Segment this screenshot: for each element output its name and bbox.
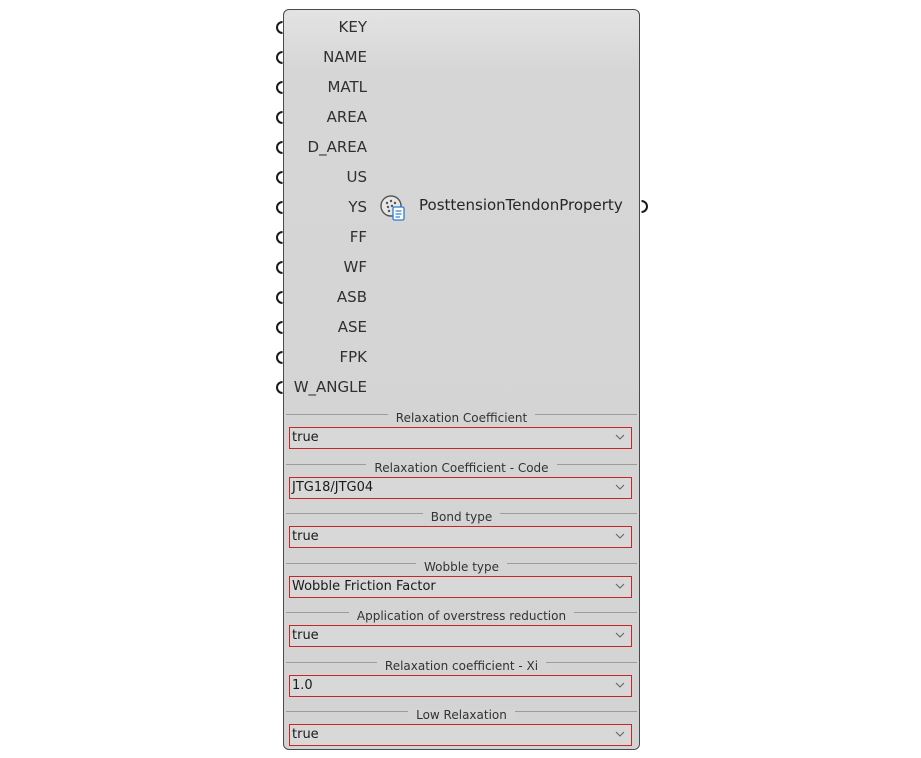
input-param-ff[interactable] bbox=[284, 222, 639, 252]
input-param-w-angle[interactable] bbox=[284, 372, 639, 402]
input-grip[interactable] bbox=[276, 231, 289, 244]
input-label: FPK bbox=[339, 348, 367, 366]
dropdown-value: true bbox=[292, 628, 319, 643]
section-title-text: Low Relaxation bbox=[408, 708, 515, 722]
chevron-down-icon bbox=[615, 680, 625, 690]
input-param-ase[interactable] bbox=[284, 312, 639, 342]
chevron-down-icon bbox=[615, 630, 625, 640]
input-grip[interactable] bbox=[276, 51, 289, 64]
relaxation-coefficient-code-section bbox=[284, 457, 639, 507]
dropdown-value: JTG18/JTG04 bbox=[292, 480, 374, 495]
input-param-name[interactable] bbox=[284, 42, 639, 72]
input-grip[interactable] bbox=[276, 351, 289, 364]
input-param-fpk[interactable] bbox=[284, 342, 639, 372]
dropdown-value: Wobble Friction Factor bbox=[292, 579, 436, 594]
input-label: KEY bbox=[338, 18, 367, 36]
input-label: MATL bbox=[327, 78, 367, 96]
input-param-key[interactable] bbox=[284, 12, 639, 42]
wobble-type-section bbox=[284, 556, 639, 606]
dropdown-value: true bbox=[292, 529, 319, 544]
input-label: D_AREA bbox=[307, 138, 367, 156]
tendon-component-icon bbox=[379, 194, 407, 222]
chevron-down-icon bbox=[615, 581, 625, 591]
wobble-type-dropdown[interactable] bbox=[289, 576, 632, 598]
input-grip[interactable] bbox=[276, 111, 289, 124]
relaxation-coefficient-dropdown[interactable] bbox=[289, 427, 632, 449]
relaxation-coefficient-xi-dropdown[interactable] bbox=[289, 675, 632, 697]
section-title-text: Bond type bbox=[423, 510, 500, 524]
relaxation-coefficient-section bbox=[284, 407, 639, 457]
input-label: ASB bbox=[336, 288, 367, 306]
relaxation-coefficient-code-dropdown[interactable] bbox=[289, 477, 632, 499]
input-label: ASE bbox=[337, 318, 367, 336]
input-grip[interactable] bbox=[276, 21, 289, 34]
input-grip[interactable] bbox=[276, 381, 289, 394]
relaxation-coefficient-xi-section bbox=[284, 655, 639, 705]
section-title bbox=[284, 605, 639, 623]
overstress-reduction-dropdown[interactable] bbox=[289, 625, 632, 647]
input-label: FF bbox=[349, 228, 367, 246]
bond-type-section bbox=[284, 506, 639, 556]
chevron-down-icon bbox=[615, 432, 625, 442]
output-label: PosttensionTendonProperty bbox=[419, 196, 623, 214]
input-param-matl[interactable] bbox=[284, 72, 639, 102]
section-title bbox=[284, 655, 639, 673]
bond-type-dropdown[interactable] bbox=[289, 526, 632, 548]
section-title-text: Wobble type bbox=[416, 560, 507, 574]
section-title-text: Relaxation Coefficient bbox=[388, 411, 535, 425]
section-title-text: Relaxation coefficient - Xi bbox=[377, 659, 546, 673]
posttension-tendon-component[interactable] bbox=[283, 9, 640, 750]
input-label: W_ANGLE bbox=[293, 378, 367, 396]
input-label: NAME bbox=[323, 48, 367, 66]
input-param-wf[interactable] bbox=[284, 252, 639, 282]
input-grip[interactable] bbox=[276, 261, 289, 274]
input-grip[interactable] bbox=[276, 291, 289, 304]
section-title-text: Application of overstress reduction bbox=[349, 609, 574, 623]
low-relaxation-dropdown[interactable] bbox=[289, 724, 632, 746]
input-grip[interactable] bbox=[276, 81, 289, 94]
section-title bbox=[284, 704, 639, 722]
dropdown-value: true bbox=[292, 727, 319, 742]
chevron-down-icon bbox=[615, 531, 625, 541]
input-grip[interactable] bbox=[276, 141, 289, 154]
input-param-asb[interactable] bbox=[284, 282, 639, 312]
input-param-d-area[interactable] bbox=[284, 132, 639, 162]
input-label: YS bbox=[348, 198, 367, 216]
input-label: AREA bbox=[326, 108, 367, 126]
section-title bbox=[284, 407, 639, 425]
section-title bbox=[284, 457, 639, 475]
section-title-text: Relaxation Coefficient - Code bbox=[366, 461, 556, 475]
overstress-reduction-section bbox=[284, 605, 639, 655]
dropdown-value: true bbox=[292, 430, 319, 445]
input-param-us[interactable] bbox=[284, 162, 639, 192]
input-grip[interactable] bbox=[276, 171, 289, 184]
input-grip[interactable] bbox=[276, 201, 289, 214]
dropdown-value: 1.0 bbox=[292, 678, 313, 693]
input-label: WF bbox=[343, 258, 367, 276]
chevron-down-icon bbox=[615, 482, 625, 492]
input-grip[interactable] bbox=[276, 321, 289, 334]
low-relaxation-section bbox=[284, 704, 639, 754]
input-param-area[interactable] bbox=[284, 102, 639, 132]
input-label: US bbox=[346, 168, 367, 186]
chevron-down-icon bbox=[615, 729, 625, 739]
section-title bbox=[284, 556, 639, 574]
section-title bbox=[284, 506, 639, 524]
